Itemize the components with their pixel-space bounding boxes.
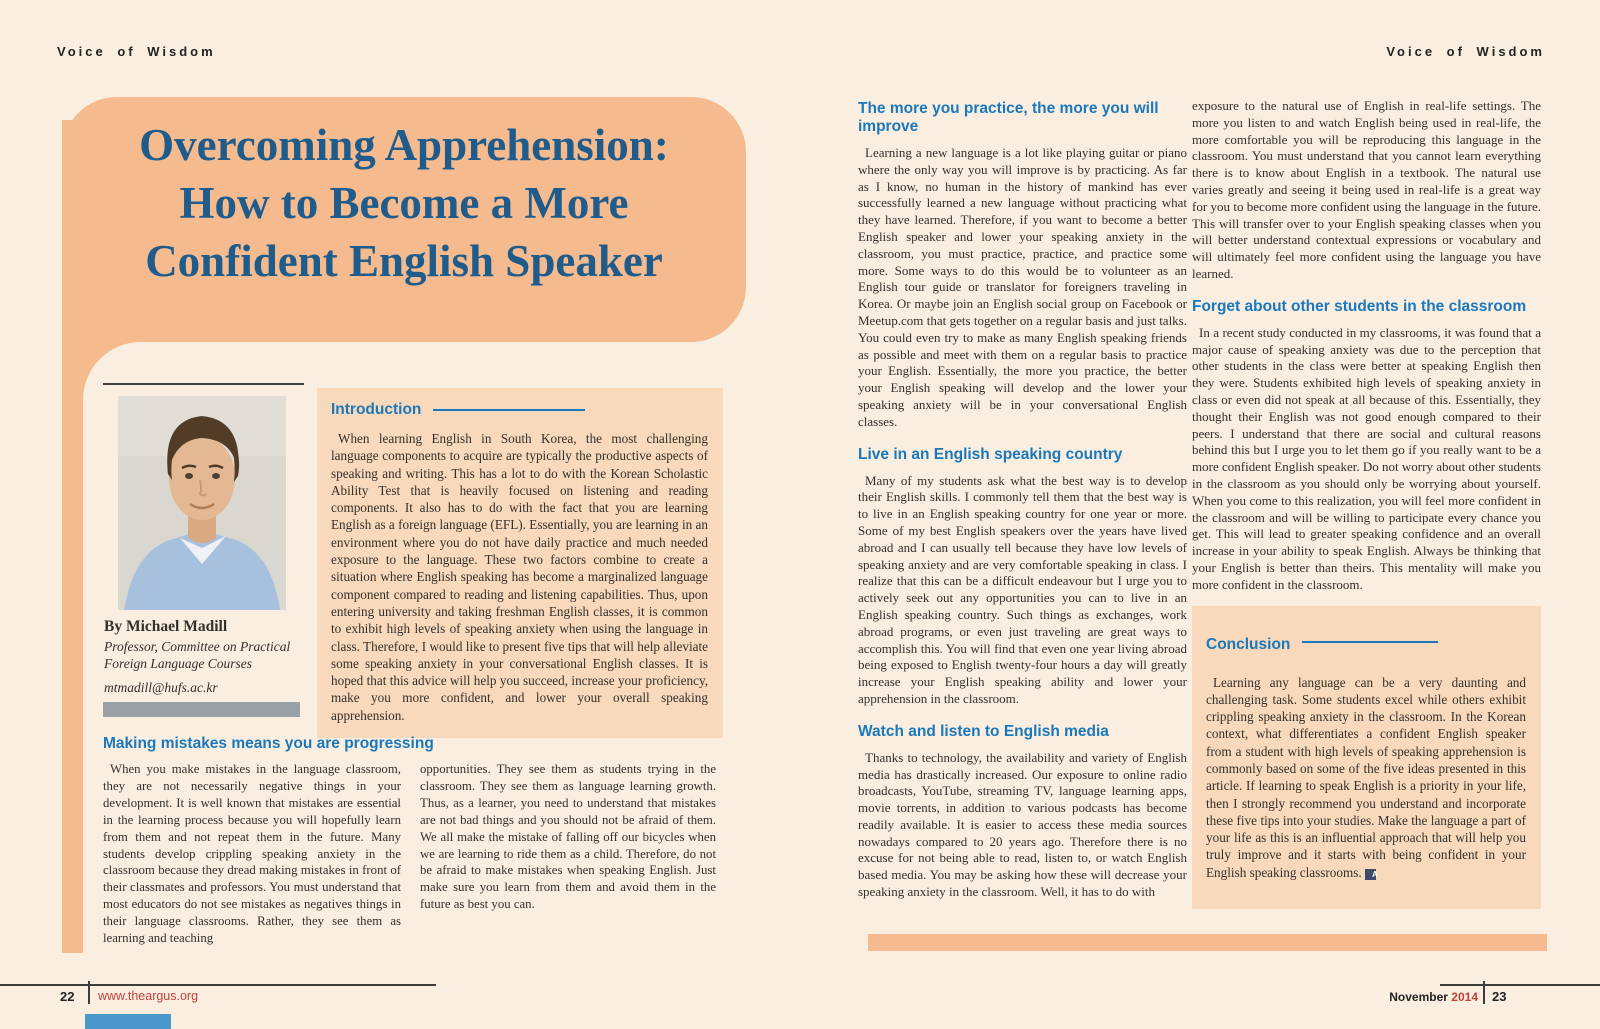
- intro-heading-rule: [433, 409, 585, 411]
- section-heading-media: Watch and listen to English media: [858, 722, 1109, 740]
- footer-rule-left: [0, 984, 436, 986]
- section-heading-mistakes: Making mistakes means you are progressing: [103, 735, 434, 752]
- section-body-media: Thanks to technology, the availability and variety of English media has drastically increased. Our exposure to online radio broadcasts, YouTube, streaming TV, language learning apps, movie torrents, in addition to various podcasts has become readily available. It is easier to access these media sources nowadays compared to 20 years ago. Therefore there is no excuse for not being able to read, listen to, or watch English based media. You may be asking how these will decrease your speaking anxiety in the classroom. Well, it has to do with: [858, 749, 1187, 900]
- section-heading-live-abroad: Live in an English speaking country: [858, 445, 1123, 463]
- section-body-practice: Learning a new language is a lot like playing guitar or piano where the only way you will improve is by practicing. As far as I know, no human in the history of mankind has ever successfully learned a new language without practicing what they have learned. Therefore, if you want to become a better English speaker and lower your speaking anxiety in the classroom, you must practice, practice, and practice some more. Some ways to do this would be to volunteer as an English tour guide or translator for foreigners traveling in Korea. Or maybe join an English social group on Facebook or Meetup.com that gets together on a regular basis and just talks. You could even try to make as many English speaking friends as possible and meet with them on a regular basis to practice your English. Essentially, the more you practice, the better your English speaking will develop and the lower your speaking anxiety will be in your conversational English classes.: [858, 145, 1187, 429]
- footer-divider-right: [1483, 981, 1485, 1004]
- conclusion-box: [1192, 606, 1541, 910]
- site-url: www.theargus.org: [98, 989, 199, 1003]
- conclusion-heading-rule: [1302, 641, 1438, 643]
- conclusion-heading: Conclusion: [1206, 635, 1291, 653]
- right-column-a: [858, 100, 1187, 901]
- page-number-left: 22: [60, 989, 75, 1004]
- page-number-right: 23: [1492, 989, 1507, 1004]
- section-heading-practice: The more you practice, the more you will improve: [858, 100, 1159, 135]
- page-header-right: Voice of Wisdom: [1386, 44, 1545, 59]
- section-body-live-abroad: Many of my students ask what the best way is to develop their English skills. I commonly tell them that the best way is to live in an English speaking country for one year or more. Some of my best English speakers over the years have lived abroad and I can usually tell because they have low levels of speaking anxiety and are very comfortable speaking in class. I realize that this can be a difficult endeavour but I urge you to actively seek out any opportunities you can to live in an English speaking country. Such things as exchanges, work abroad programs, or even just traveling are great ways to accomplish this. You will find that even one year living abroad being exposed to English twenty-four hours a day will greatly increase your English speaking ability and lower your apprehension in the classroom.: [858, 472, 1187, 706]
- intro-heading: Introduction: [331, 401, 422, 418]
- footer-year: 2014: [1451, 990, 1478, 1004]
- section-body-forget-students: In a recent study conducted in my classrooms, it was found that a major cause of speaking anxiety was due to the perception that other students in the class were better at speaking English then they were. Students exhibited high levels of speaking anxiety in class or even did not speak at all because of this. Essentially, they thought their English was not good enough compared to their peers. I understand that there are social and cultural reasons behind this but I urge you to let them go if you really want to be a more confident English speaker. Do not worry about other students in the classroom as you should only be worrying about yourself. When you come to this realization, you will feel more confident in the classroom and will be willing to participate every chance you get. This will lead to greater speaking confidence and an overall increase in your ability to speak English. Always be thinking that your English is better than theirs. This mentality will make you more confident in the classroom.: [1192, 324, 1541, 592]
- conclusion-text: Learning any language can be a very daunting and challenging task. Some students excel while others exhibit crippling speaking anxiety in the classroom. In the Korean context, what differentiates a confident English speaker from a student with high levels of speaking apprehension is commonly based on some of the five ideas presented in this article. If learning to speak English is a priority in your life, then I strongly recommend you understand and incorporate these five tips into your studies. Make the language a part of your life as this is an influential approach that will help you truly improve and it starts with being confident in your English speaking classrooms.: [1206, 674, 1526, 880]
- section-heading-forget-students: Forget about other students in the classroom: [1192, 297, 1527, 315]
- author-photo: [118, 396, 286, 610]
- author-email: mtmadill@hufs.ac.kr: [104, 680, 218, 695]
- author-byline: By Michael Madill: [104, 618, 228, 635]
- mistakes-column-2: opportunities. They see them as students trying in the classroom. They see them as language learning growth. Thus, as a learner, you need to understand that mistakes are not bad things and you should not be afraid of them. We all make the mistake of falling off our bicycles when we are learning to ride them as a child. Therefore, do not be afraid to make mistakes when speaking English. Just make sure you learn from them and avoid them in the future as best you can.: [420, 762, 716, 912]
- bottom-blue-bar: [85, 1014, 171, 1029]
- page-header-left: Voice of Wisdom: [57, 44, 216, 59]
- conclusion-heading-row: [1206, 621, 1525, 663]
- mistakes-column-1: When you make mistakes in the language classroom, they are not necessarily negative things in your development. It is well known that mistakes are essential in the learning process because you will hopefully learn from them and not repeat them in the future. Many students develop crippling speaking anxiety in the classroom because they dread making mistakes in front of their classmates and professors. You must understand that most educators do not see mistakes as negatives things in their language classrooms. Rather, they see them as learning and teaching: [103, 762, 401, 946]
- article-title: [62, 116, 746, 290]
- gray-divider-bar: [103, 702, 300, 717]
- intro-body: When learning English in South Korea, the most challenging language components to acquire are typically the productive aspects of speaking and writing. This has a lot to do with the Korean Scholastic Ability Test that is heavily focused on listening and reading components. It also has to do with the fact that you are learning English as a foreign language (EFL). Essentially, you are learning in an environment where you do not have daily practice and much needed exposure to the language. These two factors combine to create a situation where English speaking has become a marginalized language component compared to reading and listening capabilities. Thus, upon entering university and taking freshman English classes, it is common to exhibit high levels of speaking anxiety when using the language in class. Therefore, I would like to present five tips that will help alleviate some speaking anxiety in your conversational English classes. It is hoped that this advice will help you succeed, increase your proficiency, make you more confident, and lower your overall speaking apprehension.: [331, 431, 708, 723]
- footer-rule-right: [1440, 984, 1600, 986]
- article-title-line: Overcoming Apprehension:: [139, 120, 669, 170]
- portrait-illustration: [118, 396, 286, 610]
- author-divider-rule: [103, 383, 304, 385]
- conclusion-body: [1206, 674, 1526, 882]
- footer-month: November: [1389, 990, 1448, 1004]
- intro-box: [317, 388, 723, 738]
- article-title-line: How to Become a More: [179, 178, 629, 228]
- article-title-line: Confident English Speaker: [145, 236, 663, 286]
- bottom-orange-bar: [868, 934, 1547, 951]
- end-mark-icon: A: [1365, 869, 1376, 880]
- author-role: Professor, Committee on Practical Foreign Language Courses: [104, 639, 291, 671]
- right-column-b: [1192, 98, 1541, 909]
- intro-heading-row: [331, 401, 707, 419]
- footer-divider-left: [88, 981, 90, 1004]
- footer-issue-date: [1389, 990, 1478, 1004]
- media-continuation-paragraph: exposure to the natural use of English in real-life settings. The more you listen to and watch English being used in real-life, the more comfortable you will be reproducing this language in the classroom. You must understand that you cannot learn everything there is to know about English in a textbook. The natural use varies greatly and seeing it being used in real-life is a great way for you to become more confident using the language in the future. This will transfer over to your English speaking classes when you will better understand contextual expressions or vocabulary and will ultimately feel more confident using the language you have learned.: [1192, 98, 1541, 281]
